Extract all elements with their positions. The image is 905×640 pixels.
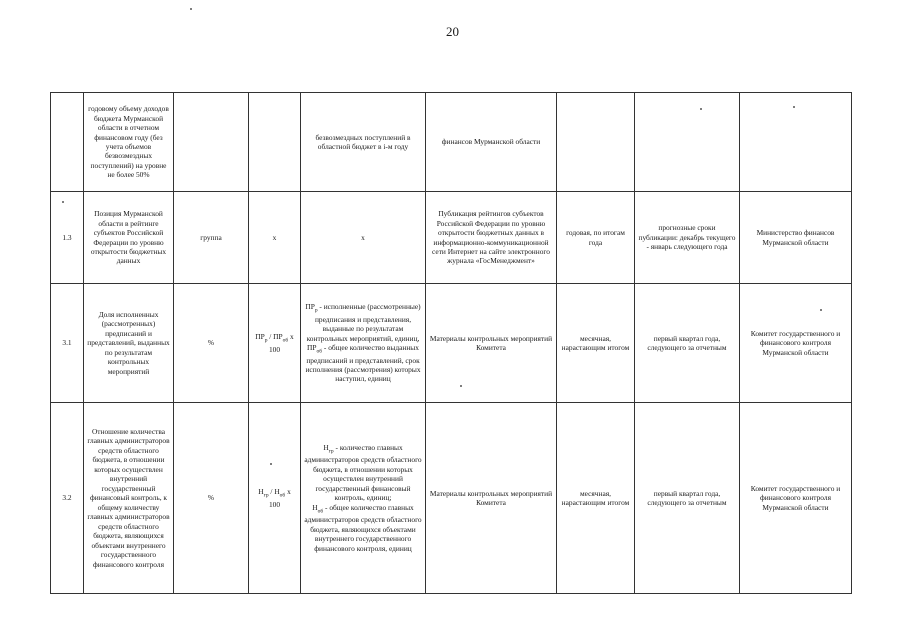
desc-text: - общее количество главных администраторов средств областного бюджета, являющихся объектами внутреннего государственного финансового контроля, единиц [304,502,422,553]
formula-a: ПР [255,332,265,342]
desc-symbol-sub: гр [328,448,334,455]
scan-speck [793,106,795,108]
timing-cell: прогнозные сроки публикации: декабрь текущего - январь следующего года [635,192,740,284]
table-row [51,192,852,284]
timing-cell: первый квартал года, следующего за отчетным [635,403,740,594]
formula-cell [249,403,301,594]
unit-cell: % [174,284,249,403]
scan-speck [62,201,64,203]
responsible-cell: Комитет государственного и финансового контроля Мурманской области [740,284,852,403]
formula-a-sub: р [264,337,268,344]
desc-symbol: ПР [307,343,317,352]
formula-description: х [301,192,426,284]
formula-cell [249,284,301,403]
desc-text: - общее количество выданных предписаний и представлений, срок исполнения (рассмотрения) которых наступил, единиц [305,343,421,384]
formula-tail: х 100 [268,332,294,354]
row-number: 3.2 [51,403,84,594]
page-number: 20 [446,24,459,39]
row-number [51,93,84,192]
indicator-name: Доля исполненных (рассмотренных) предписаний и представлений, выданных по результатам контрольных мероприятий [84,284,174,403]
unit-cell: % [174,403,249,594]
formula-description: безвозмездных поступлений в областной бюджет в i-м году [301,93,426,192]
desc-symbol-sub: р [314,307,318,314]
scan-speck [460,385,462,387]
formula-description [301,284,426,403]
scan-speck [820,309,822,311]
timing-cell [635,93,740,192]
formula-mid: / Н [268,487,280,497]
formula-tail: х 100 [268,487,291,509]
formula-b-sub: об [282,337,289,344]
data-source: Публикация рейтингов субъектов Российской Федерации по уровню открытости бюджетных данных в информационно-коммуникационной сети Интернет на сайте электронного журнала «ГосМенеджмент» [426,192,557,284]
frequency-cell: месячная, нарастающим итогом [557,403,635,594]
responsible-cell: Министерство финансов Мурманской области [740,192,852,284]
scan-speck [700,108,702,110]
formula-b-sub: об [279,492,286,499]
responsible-cell: Комитет государственного и финансового контроля Мурманской области [740,403,852,594]
table-row [51,93,852,192]
desc-symbol-sub: об [316,348,323,355]
table-row [51,284,852,403]
desc-symbol: ПР [305,302,315,312]
table-row [51,403,852,594]
desc-symbol: Н [323,442,329,452]
formula-description [301,403,426,594]
desc-symbol: Н [312,502,318,512]
data-source: Материалы контрольных мероприятий Комитета [426,403,557,594]
frequency-cell: месячная, нарастающим итогом [557,284,635,403]
formula-mid: / ПР [267,332,283,342]
scan-speck [270,463,272,465]
scan-speck [190,8,192,10]
responsible-cell [740,93,852,192]
data-source: Материалы контрольных мероприятий Комитета [426,284,557,403]
data-source: финансов Мурманской области [426,93,557,192]
row-number: 1.3 [51,192,84,284]
row-number: 3.1 [51,284,84,403]
formula-cell [249,93,301,192]
desc-text: - количество главных администраторов средств областного бюджета, в отношении которых осуществлен внутренний государственный финансовый контроль, единиц; [304,442,422,503]
indicators-table [50,92,852,594]
frequency-cell [557,93,635,192]
unit-cell [174,93,249,192]
desc-text: - исполненные (рассмотренные) предписания и представления, выданные по результатам контрольных мероприятий, единиц, [306,302,421,343]
formula-a: Н [258,487,264,497]
timing-cell: первый квартал года, следующего за отчетным [635,284,740,403]
indicator-name: Отношение количества главных администраторов средств областного бюджета, в отношении которых осуществлен внутренний государственный финансовый контроль, к общему количеству главных администраторов средств областного бюджета, являющихся объектами внутреннего государственного финансового контроля [84,403,174,594]
indicator-name: годовому объему доходов бюджета Мурманской области в отчетном финансовом году (без учета объемов безвозмездных поступлений) на уровне не более 50% [84,93,174,192]
formula-cell: х [249,192,301,284]
desc-symbol-sub: об [317,508,324,515]
unit-cell: группа [174,192,249,284]
frequency-cell: годовая, по итогам года [557,192,635,284]
formula-a-sub: гр [263,492,269,499]
indicator-name: Позиция Мурманской области в рейтинге субъектов Российской Федерации по уровню открытости бюджетных данных [84,192,174,284]
